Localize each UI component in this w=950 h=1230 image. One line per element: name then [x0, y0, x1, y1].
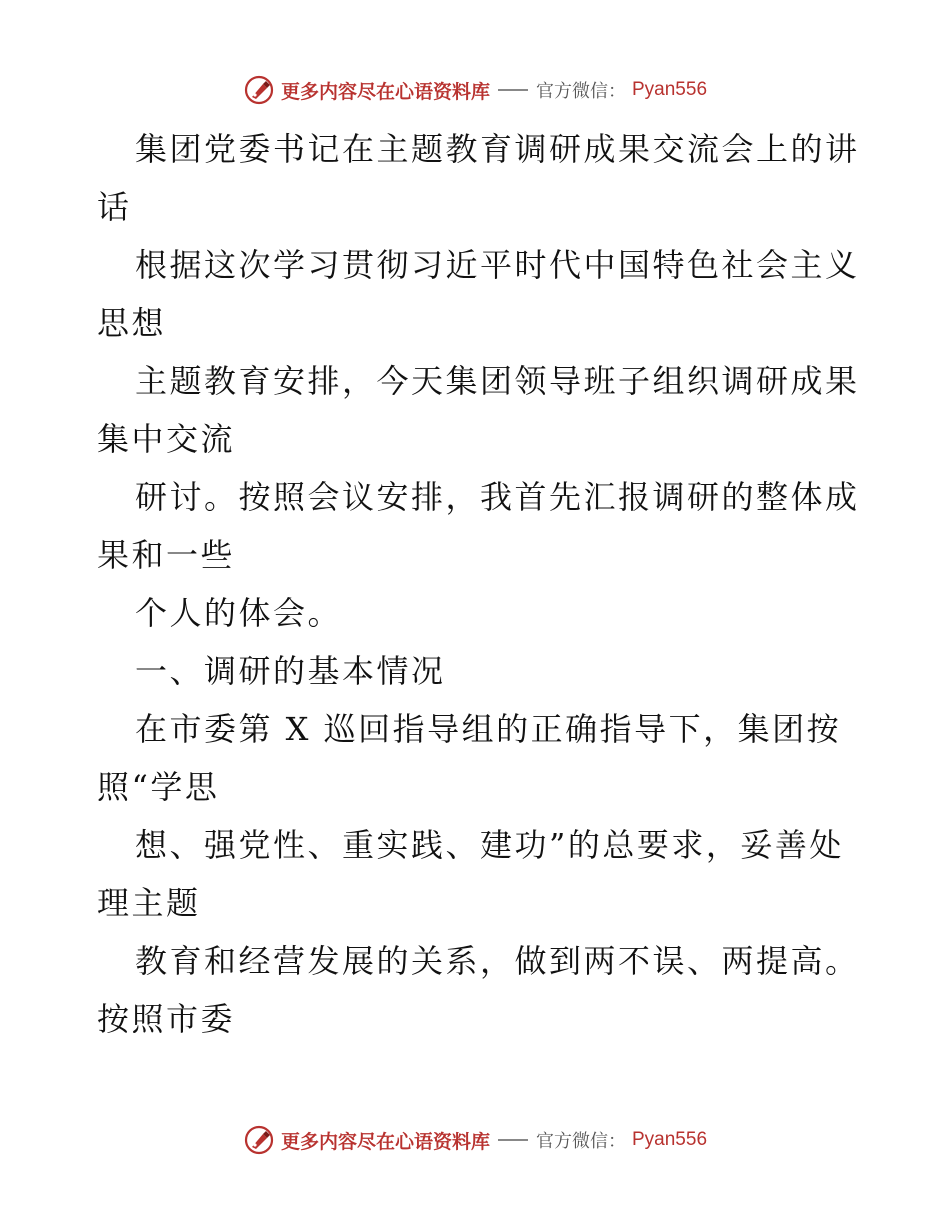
wechat-id: Pyan556	[632, 79, 708, 100]
document-line: 思想	[97, 304, 167, 342]
document-line: 在市委第 X 巡回指导组的正确指导下，集团按	[135, 710, 842, 748]
document-line: 理主题	[97, 884, 201, 922]
document-line: 按照市委	[97, 1000, 236, 1038]
header-watermark-banner	[0, 70, 950, 110]
banner-divider	[498, 89, 528, 91]
document-line: 集团党委书记在主题教育调研成果交流会上的讲	[135, 130, 860, 168]
footer-watermark-banner	[0, 1120, 950, 1160]
document-line: 果和一些	[97, 536, 236, 574]
document-line: 研讨。按照会议安排，我首先汇报调研的整体成	[135, 478, 860, 516]
document-body	[97, 120, 860, 1048]
document-line: 照“学思	[97, 768, 220, 806]
banner-divider	[498, 1139, 528, 1141]
pen-nib-logo-icon	[243, 1124, 275, 1156]
document-line: 话	[97, 188, 132, 226]
pen-nib-logo-icon	[243, 74, 275, 106]
document-line: 根据这次学习贯彻习近平时代中国特色社会主义	[135, 246, 860, 284]
document-line: 主题教育安排，今天集团领导班子组织调研成果	[135, 362, 860, 400]
document-line: 集中交流	[97, 420, 236, 458]
wechat-id: Pyan556	[632, 1129, 708, 1150]
wechat-label: 官方微信：	[536, 81, 626, 102]
document-line: 个人的体会。	[135, 594, 343, 632]
document-line: 想、强党性、重实践、建功”的总要求，妥善处	[135, 826, 844, 864]
brand-text: 更多内容尽在心语资料库	[280, 80, 490, 103]
brand-text: 更多内容尽在心语资料库	[280, 1130, 490, 1153]
wechat-label: 官方微信：	[536, 1131, 626, 1152]
document-line: 教育和经营发展的关系，做到两不误、两提高。	[135, 942, 860, 980]
document-line: 一、调研的基本情况	[135, 652, 446, 690]
